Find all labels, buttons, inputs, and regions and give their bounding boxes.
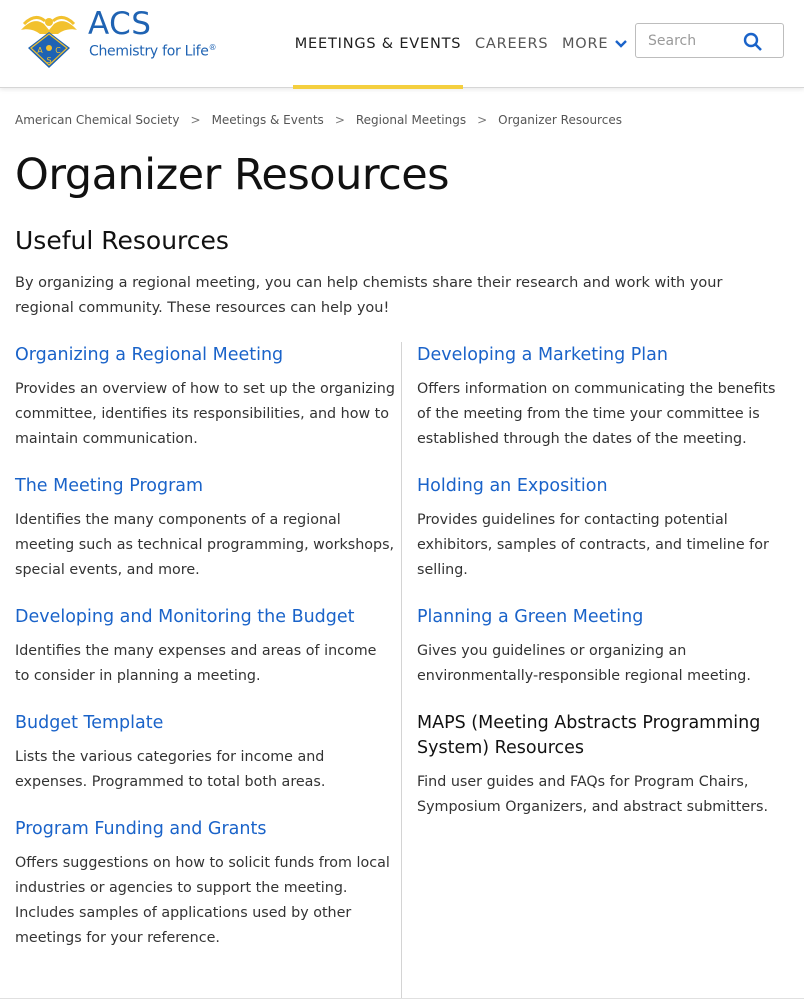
intro-text: By organizing a regional meeting, you can help chemists share their research and work with your regional community. These resources can help you! <box>15 275 723 316</box>
resource-desc: Lists the various categories for income and expenses. Programmed to total both areas. <box>15 749 326 790</box>
resource-desc: Offers suggestions on how to solicit funds from local industries or agencies to support the meeting. Includes samples of applications used by other meetings for your reference. <box>15 855 390 946</box>
brand-tagline <box>89 43 216 60</box>
nav-meetings-events[interactable] <box>293 0 463 88</box>
breadcrumb <box>15 113 622 127</box>
resource-desc: Identifies the many components of a regional meeting such as technical programming, workshops, special events, and more. <box>15 512 395 578</box>
search-icon[interactable] <box>743 32 763 52</box>
resource-link-green-meeting[interactable]: Planning a Green Meeting <box>417 607 644 627</box>
nav-careers-label: CAREERS <box>475 36 549 52</box>
resource-maps <box>417 711 797 820</box>
resource-desc: Identifies the many expenses and areas of income to consider in planning a meeting. <box>15 643 377 684</box>
resource-green-meeting <box>417 605 797 689</box>
breadcrumb-meetings-events[interactable]: Meetings & Events <box>211 113 324 127</box>
brand-name: ACS <box>88 6 152 42</box>
resource-budget-template <box>15 711 395 795</box>
acs-logo[interactable] <box>18 6 218 74</box>
nav-careers[interactable] <box>475 0 548 88</box>
resource-link-exposition[interactable]: Holding an Exposition <box>417 476 608 496</box>
acs-eagle-logo-icon <box>18 10 80 72</box>
resource-link-organizing[interactable]: Organizing a Regional Meeting <box>15 345 284 365</box>
resource-link-marketing[interactable]: Developing a Marketing Plan <box>417 345 668 365</box>
breadcrumb-regional-meetings[interactable]: Regional Meetings <box>355 113 467 127</box>
resource-desc: Gives you guidelines or organizing an environmentally-responsible regional meeting. <box>417 643 751 684</box>
resource-organizing <box>15 343 395 452</box>
registered-mark: ® <box>208 43 217 52</box>
breadcrumb-separator: > <box>334 113 345 127</box>
column-divider <box>401 342 402 999</box>
resource-budget <box>15 605 395 689</box>
resource-link-budget-template[interactable]: Budget Template <box>15 713 164 733</box>
badge-letter-c: C <box>55 46 61 55</box>
breadcrumb-separator: > <box>190 113 201 127</box>
resource-desc: Offers information on communicating the benefits of the meeting from the time your committee is established through the dates of the meeting. <box>417 381 776 447</box>
resource-meeting-program <box>15 474 395 583</box>
search-box <box>635 23 784 58</box>
breadcrumb-current: Organizer Resources <box>498 113 622 127</box>
nav-more-label: MORE <box>562 36 609 52</box>
resource-link-budget[interactable]: Developing and Monitoring the Budget <box>15 607 355 627</box>
nav-more[interactable] <box>562 0 628 88</box>
resource-funding <box>15 817 395 951</box>
section-title: Useful Resources <box>15 226 229 255</box>
breadcrumb-separator: > <box>477 113 488 127</box>
badge-letter-a: A <box>37 46 43 55</box>
search-input[interactable] <box>648 31 743 51</box>
resource-desc: Find user guides and FAQs for Program Chairs, Symposium Organizers, and abstract submitters. <box>417 774 769 815</box>
page-title: Organizer Resources <box>15 150 450 200</box>
chevron-down-icon <box>614 39 628 49</box>
nav-active-indicator <box>293 85 463 89</box>
site-header <box>0 0 804 88</box>
resource-heading-maps: MAPS (Meeting Abstracts Programming System) Resources <box>417 713 761 758</box>
tagline-text: Chemistry for Life <box>89 43 209 60</box>
badge-letter-s: S <box>46 56 52 65</box>
resource-marketing <box>417 343 797 452</box>
breadcrumb-acs[interactable]: American Chemical Society <box>15 113 180 127</box>
resource-exposition <box>417 474 797 583</box>
nav-meetings-events-label: MEETINGS & EVENTS <box>294 36 462 52</box>
resource-desc: Provides an overview of how to set up the organizing committee, identifies its responsibilities, and how to maintain communication. <box>15 381 395 447</box>
resource-desc: Provides guidelines for contacting potential exhibitors, samples of contracts, and timeline for selling. <box>417 512 769 578</box>
resource-link-meeting-program[interactable]: The Meeting Program <box>15 476 204 496</box>
resource-link-funding[interactable]: Program Funding and Grants <box>15 819 267 839</box>
